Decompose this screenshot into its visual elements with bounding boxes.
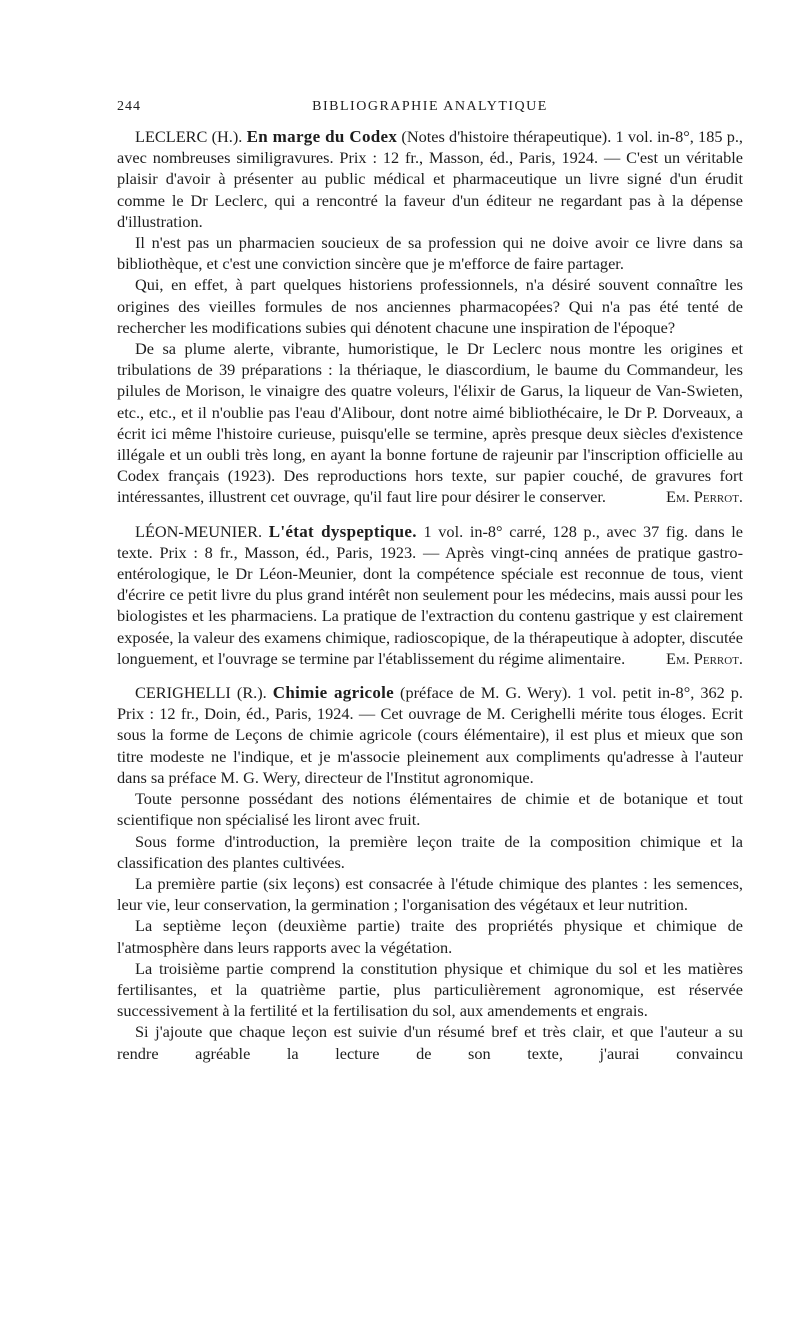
review-paragraph: Il n'est pas un pharmacien soucieux de sa profession qui ne doive avoir ce livre dans sa bibliothèque, et c'est une conviction sincère que je m'efforce de faire partager. <box>117 233 743 274</box>
review-author: LÉON-MEUNIER. <box>135 521 269 541</box>
book-title: Chimie agricole <box>272 683 394 703</box>
review-leclerc <box>117 126 743 508</box>
review-text: (Notes d'histoire thérapeutique). 1 vol. in-8°, 185 p., avec nombreuses similigravures. Prix : 12 fr., Masson, éd., Paris, 1924. — C'est un véritable plaisir d'avoir à présenter au public médical et pharmaceutique un livre signé d'un érudit comme le Dr Leclerc, qui a rencontré la faveur d'un éditeur ne regardant pas à la dépense d'illustration. <box>117 127 743 231</box>
review-paragraph: Si j'ajoute que chaque leçon est suivie d'un résumé bref et très clair, et que l'auteur a su rendre agréable la lecture de son texte, j'aurai convaincu <box>117 1022 743 1063</box>
page-number: 244 <box>117 99 141 114</box>
review-paragraph <box>117 521 743 669</box>
review-paragraph: La septième leçon (deuxième partie) traite des propriétés physique et chimique de l'atmosphère dans leurs rapports avec la végétation. <box>117 916 743 957</box>
review-text: 1 vol. in-8° carré, 128 p., avec 37 fig. dans le texte. Prix : 8 fr., Masson, éd., Paris, 1923. — Après vingt-cinq années de pratique gastro-entérologique, le Dr Léon-Meunier, dont la compétence spéciale est reconnue de tous, vient d'écrire ce petit livre du plus grand intérêt non seulement pour les médecins, mais aussi pour les biologistes et les pharmaciens. La pratique de l'extraction du contenu gastrique y est clairement exposée, la valeur des examens chimique, radioscopique, de la thérapeutique à adopter, discutée longuement, et l'ouvrage se termine par l'établissement du régime alimentaire. <box>117 521 743 668</box>
book-title: En marge du Codex <box>246 127 398 146</box>
review-paragraph: La première partie (six leçons) est consacrée à l'étude chimique des plantes : les semences, leur vie, leur conservation, la germination ; l'organisation des végétaux et leur nutrition. <box>117 873 743 915</box>
review-author: CERIGHELLI (R.). <box>135 683 273 703</box>
review-text: (préface de M. G. Wery). 1 vol. petit in-8°, 362 p. Prix : 12 fr., Doin, éd., Paris, 1924. — Cet ouvrage de M. Cerighelli mérite tous éloges. Ecrit sous la forme de Leçons de chimie agricole (cours élémentaire), il est plus et mieux que son titre modeste ne l'indique, et je m'associe pleinement aux compliments qu'adresse à l'auteur dans sa préface M. G. Wery, directeur de l'Institut agronomique. <box>117 683 743 787</box>
review-paragraph <box>117 126 743 232</box>
review-leon-meunier <box>117 521 743 669</box>
review-cerighelli <box>117 682 743 1085</box>
book-title: L'état dyspeptique. <box>268 521 417 541</box>
review-paragraph: La troisième partie comprend la constitution physique et chimique du sol et les matières fertilisantes, et la quatrième partie, plus particulièrement agronomique, est réservée successivement à la fertilité et la fertilisation du sol, aux amendements et engrais. <box>117 958 743 1021</box>
reviewer-signature: Em. Perrot. <box>665 487 743 507</box>
page-header <box>117 96 743 118</box>
review-paragraph: Sous forme d'introduction, la première leçon traite de la composition chimique et la classification des plantes cultivées. <box>117 831 743 872</box>
review-paragraph <box>117 682 743 788</box>
page <box>117 96 743 1098</box>
review-paragraph <box>117 338 743 508</box>
review-paragraph: Qui, en effet, à part quelques historiens professionnels, n'a désiré souvent connaître les origines des vieilles formules de nos anciennes pharmacopées? Qui n'a pas été tenté de rechercher les modifications subies qui dénotent chacune une inspiration de l'époque? <box>117 275 743 337</box>
review-text: De sa plume alerte, vibrante, humoristique, le Dr Leclerc nous montre les origines et tribulations de 39 préparations : la thériaque, le diascordium, le baume du Commandeur, les pilules de Morison, le vinaigre des quatre voleurs, l'élixir de Garus, la liqueur de Van-Swieten, etc., etc., et il n'oublie pas l'eau d'Alibour, dont notre aimé bibliothécaire, le Dr P. Dorveaux, a écrit ici même l'histoire curieuse, puisqu'elle se termine, après presque deux siècles d'existence illégale et un oubli très long, en ayant la bonne fortune de rajeunir par l'inscription officielle au Codex français (1923). Des reproductions hors texte, sur papier couché, de gravures fort intéressantes, illustrent cet ouvrage, qu'il faut lire pour désirer le conserver. <box>117 339 743 507</box>
reviewer-signature: Em. Perrot. <box>665 648 743 668</box>
review-author: LECLERC (H.). <box>135 127 247 146</box>
running-title: BIBLIOGRAPHIE ANALYTIQUE <box>312 99 548 114</box>
review-paragraph: Toute personne possédant des notions élémentaires de chimie et de botanique et tout scientifique non spécialisé les liront avec fruit. <box>117 789 743 830</box>
